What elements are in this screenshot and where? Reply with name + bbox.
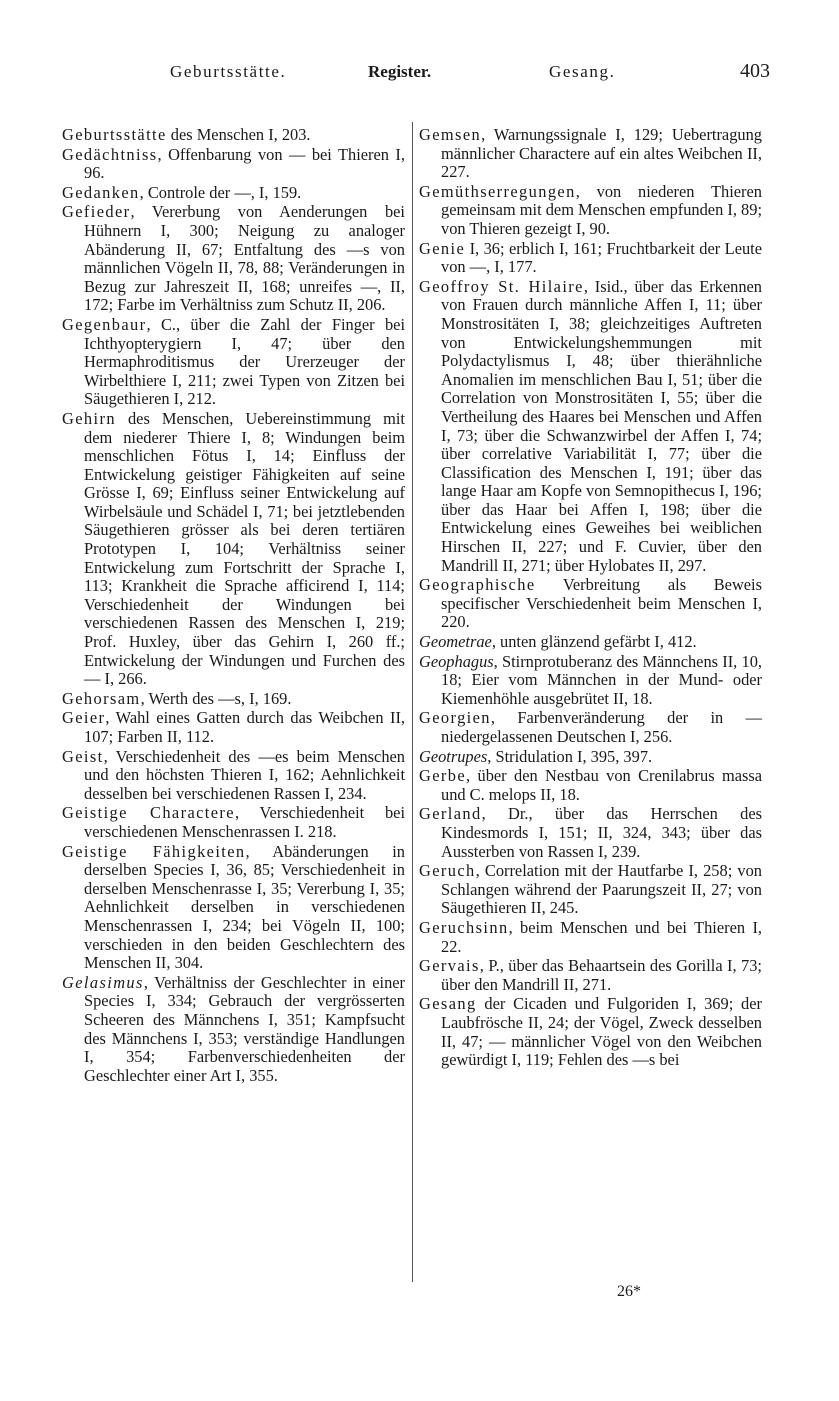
index-entry [62,804,405,841]
entry-headword: Gelasimus [62,972,144,992]
index-entry [419,862,762,918]
entry-text: , P., über das Behaartsein des Gorilla I, 73; über den Mandrill II, 271. [441,956,762,994]
index-entry [62,184,405,203]
entry-headword: Gesang [419,994,477,1014]
entry-headword: Gehirn [62,408,116,428]
entry-headword: Gedächtniss [62,144,158,164]
entry-text: , Verschiedenheit des —es beim Menschen und den höchsten Thieren I, 162; Aehnlichkeit desselben bei verschiedenen Rassen I, 234. [84,746,405,803]
entry-headword: Gefieder [62,202,131,222]
entry-text: des Menschen I, 203. [166,125,311,144]
entry-text: , von niederen Thieren gemeinsam mit dem Menschen empfunden I, 89; von Thieren gezeigt I, 90. [441,181,762,238]
index-entry [419,767,762,804]
right-column [419,126,762,1071]
index-entry [419,653,762,709]
index-entry [62,410,405,689]
running-header [62,62,770,92]
entry-text: , Controle der —, I, 159. [139,182,302,202]
entry-text: , Dr., über das Herrschen des Kindesmords I, 151; II, 324, 343; über das Aussterben von Rassen I, 239. [441,804,762,861]
entry-headword: Gemsen [419,125,482,144]
entry-text: , Vererbung von Aenderungen bei Hühnern I, 300; Neigung zu analoger Abänderung II, 67; Entfaltung des —s von männlichen Vögeln II, 78, 88; Veränderungen in Bezug zur Jahreszeit II, 168; unreifes —, II, 172; Farbe im Verhältniss zum Schutz II, 206. [84,202,405,315]
entry-headword: Geruch [419,861,476,881]
entry-text: I, 36; erblich I, 161; Fruchtbarkeit der Leute von —, I, 177. [441,238,762,277]
index-entry [62,203,405,315]
entry-headword: Geotrupes [419,746,488,766]
entry-headword: Gegenbaur [62,314,147,334]
entry-text: des Menschen, Uebereinstimmung mit dem niederer Thiere I, 8; Windungen beim menschlichen Fötus I, 14; Einfluss der Entwickelung geistiger Fähigkeiten auf seine Grösse I, 69; Einfluss seiner Entwickelung auf Wirbelsäule und Schädel I, 71; bei jetztlebenden Säugethieren grösser als bei deren tertiären Prototypen I, 104; Verhältniss seiner Entwickelung zum Fortschritt der Sprache I, 113; Krankheit die Sprache afficirend I, 114; Verschiedenheit der Windungen bei verschiedenen Rassen des Menschen I, 219; Prof. Huxley, über das Gehirn I, 260 ff.; Entwickelung der Windungen und Furchen des — I, 266. [84,408,405,689]
index-entry [62,843,405,973]
entry-headword: Geophagus [419,651,494,671]
entry-headword: Geburtsstätte [62,125,167,144]
index-entry [62,748,405,804]
entry-text: , Verhältniss der Geschlechter in einer Species I, 334; Gebrauch der vergrösserten Scheeren des Männchens I, 351; Kampfsucht des Männchens I, 353; verständige Handlungen I, 354; Farbenverschiedenheiten der Geschlechter einer Art I, 355. [84,972,405,1085]
entry-text: , beim Menschen und bei Thieren I, 22. [441,917,762,956]
index-entry [419,919,762,956]
entry-headword: Geier [62,708,106,728]
entry-text: , Verschiedenheit bei verschiedenen Menschenrassen I. 218. [84,803,405,841]
entry-text: , Stirnprotuberanz des Männchens II, 10, 18; Eier vom Männchen in der Mund- oder Kiemenhöhle ausgebrütet II, 18. [441,651,762,708]
entry-headword: Geist [62,746,104,766]
entry-text: , Warnungssignale I, 129; Uebertragung männlicher Charactere auf ein altes Weibchen II, 227. [441,125,762,182]
entry-headword: Gerbe [419,766,467,786]
entry-headword: Gerland [419,804,482,824]
signature-mark: 26* [617,1283,641,1300]
index-entry [419,957,762,994]
left-column [62,126,405,1086]
entry-headword: Gehorsam [62,688,141,708]
index-entry [419,183,762,239]
index-entry [419,633,762,652]
entry-text: , Stridulation I, 395, 397. [487,746,653,766]
entry-headword: Geistige Fähigkeiten [62,841,246,861]
entry-text: , Farbenveränderung der in — niedergelassenen Deutschen I, 256. [441,708,762,746]
entry-headword: Genie [419,238,466,258]
index-entry [62,709,405,746]
entry-headword: Geometrae [419,632,492,652]
index-entry [419,126,762,182]
entry-headword: Geruchsinn [419,917,509,937]
entry-text: , Werth des —s, I, 169. [140,688,292,708]
header-right-word: Gesang. [549,62,616,81]
entry-text: , Offenbarung von — bei Thieren I, 96. [84,144,405,183]
entry-headword: Georgien [419,708,491,728]
entry-headword: Geographische [419,575,536,595]
index-entry [62,146,405,183]
entry-text: , C., über die Zahl der Finger bei Ichthyopterygiern I, 47; über den Hermaphroditismus der Urerzeuger der Wirbelthiere I, 211; zwei Typen von Zitzen bei Säugethieren I, 212. [84,314,405,409]
entry-headword: Gedanken [62,182,140,202]
entry-text: der Cicaden und Fulgoriden I, 369; der Laubfrösche II, 24; der Vögel, Zweck desselben II, 47; — männlicher Vögel von den Weibchen gewürdigt I, 119; Fehlen des —s bei [441,994,762,1070]
entry-headword: Geistige Charactere [62,803,235,823]
index-entry [419,748,762,767]
entry-text: Verbreitung als Beweis specifischer Verschiedenheit beim Menschen I, 220. [441,575,762,632]
page-number: 403 [740,60,770,82]
entry-text: , Correlation mit der Hautfarbe I, 258; von Schlangen während der Paarungszeit II, 27; von Säugethieren II, 245. [441,861,762,918]
index-entry [419,805,762,861]
header-title: Register. [368,62,432,81]
entry-text: , über den Nestbau von Crenilabrus massa und C. melops II, 18. [441,766,762,804]
entry-text: , Abänderungen in derselben Species I, 36, 85; Verschiedenheit in derselben Menschenrasse I, 35; Vererbung I, 35; Aehnlichkeit derselben in verschiedenen Menschenrassen I, 234; bei Vögeln II, 100; verschieden in den beiden Geschlechtern des Menschen II, 304. [84,841,405,973]
entry-text: , Wahl eines Gatten durch das Weibchen II, 107; Farben II, 112. [84,708,405,746]
index-entry [419,709,762,746]
index-entry [419,995,762,1069]
column-divider [412,122,413,1282]
index-entry [419,278,762,576]
index-entry [62,974,405,1086]
entry-headword: Geoffroy St. Hilaire [419,276,584,296]
index-entry [419,576,762,632]
index-entry [62,316,405,409]
index-entry [62,126,405,145]
index-entry [419,240,762,277]
index-entry [62,690,405,709]
entry-text: , unten glänzend gefärbt I, 412. [491,632,697,652]
entry-headword: Gervais [419,956,480,976]
header-left-word: Geburtsstätte. [170,62,287,81]
entry-text: , Isid., über das Erkennen von Frauen durch männliche Affen I, 11; über Monstrositäten I, 38; gleichzeitiges Auftreten von Entwickelungshemmungen mit Polydactylismus I, 48; über thierähnliche Anomalien im menschlichen Bau I, 51; über die Correlation von Monstrositäten I, 55; über die Vertheilung des Haares bei Menschen und Affen I, 73; über die Schwanzwirbel der Affen I, 74; über correlative Variabilität I, 77; über die Classification des Menschen I, 191; über das lange Haar am Kopfe von Semnopithecus I, 196; über das Haar bei Affen I, 198; über die Entwickelung eines Geweihes bei weiblichen Hirschen II, 227; und F. Cuvier, über den Mandrill II, 271; über Hylobates II, 297. [441,276,763,575]
entry-headword: Gemüthserregungen [419,181,576,201]
